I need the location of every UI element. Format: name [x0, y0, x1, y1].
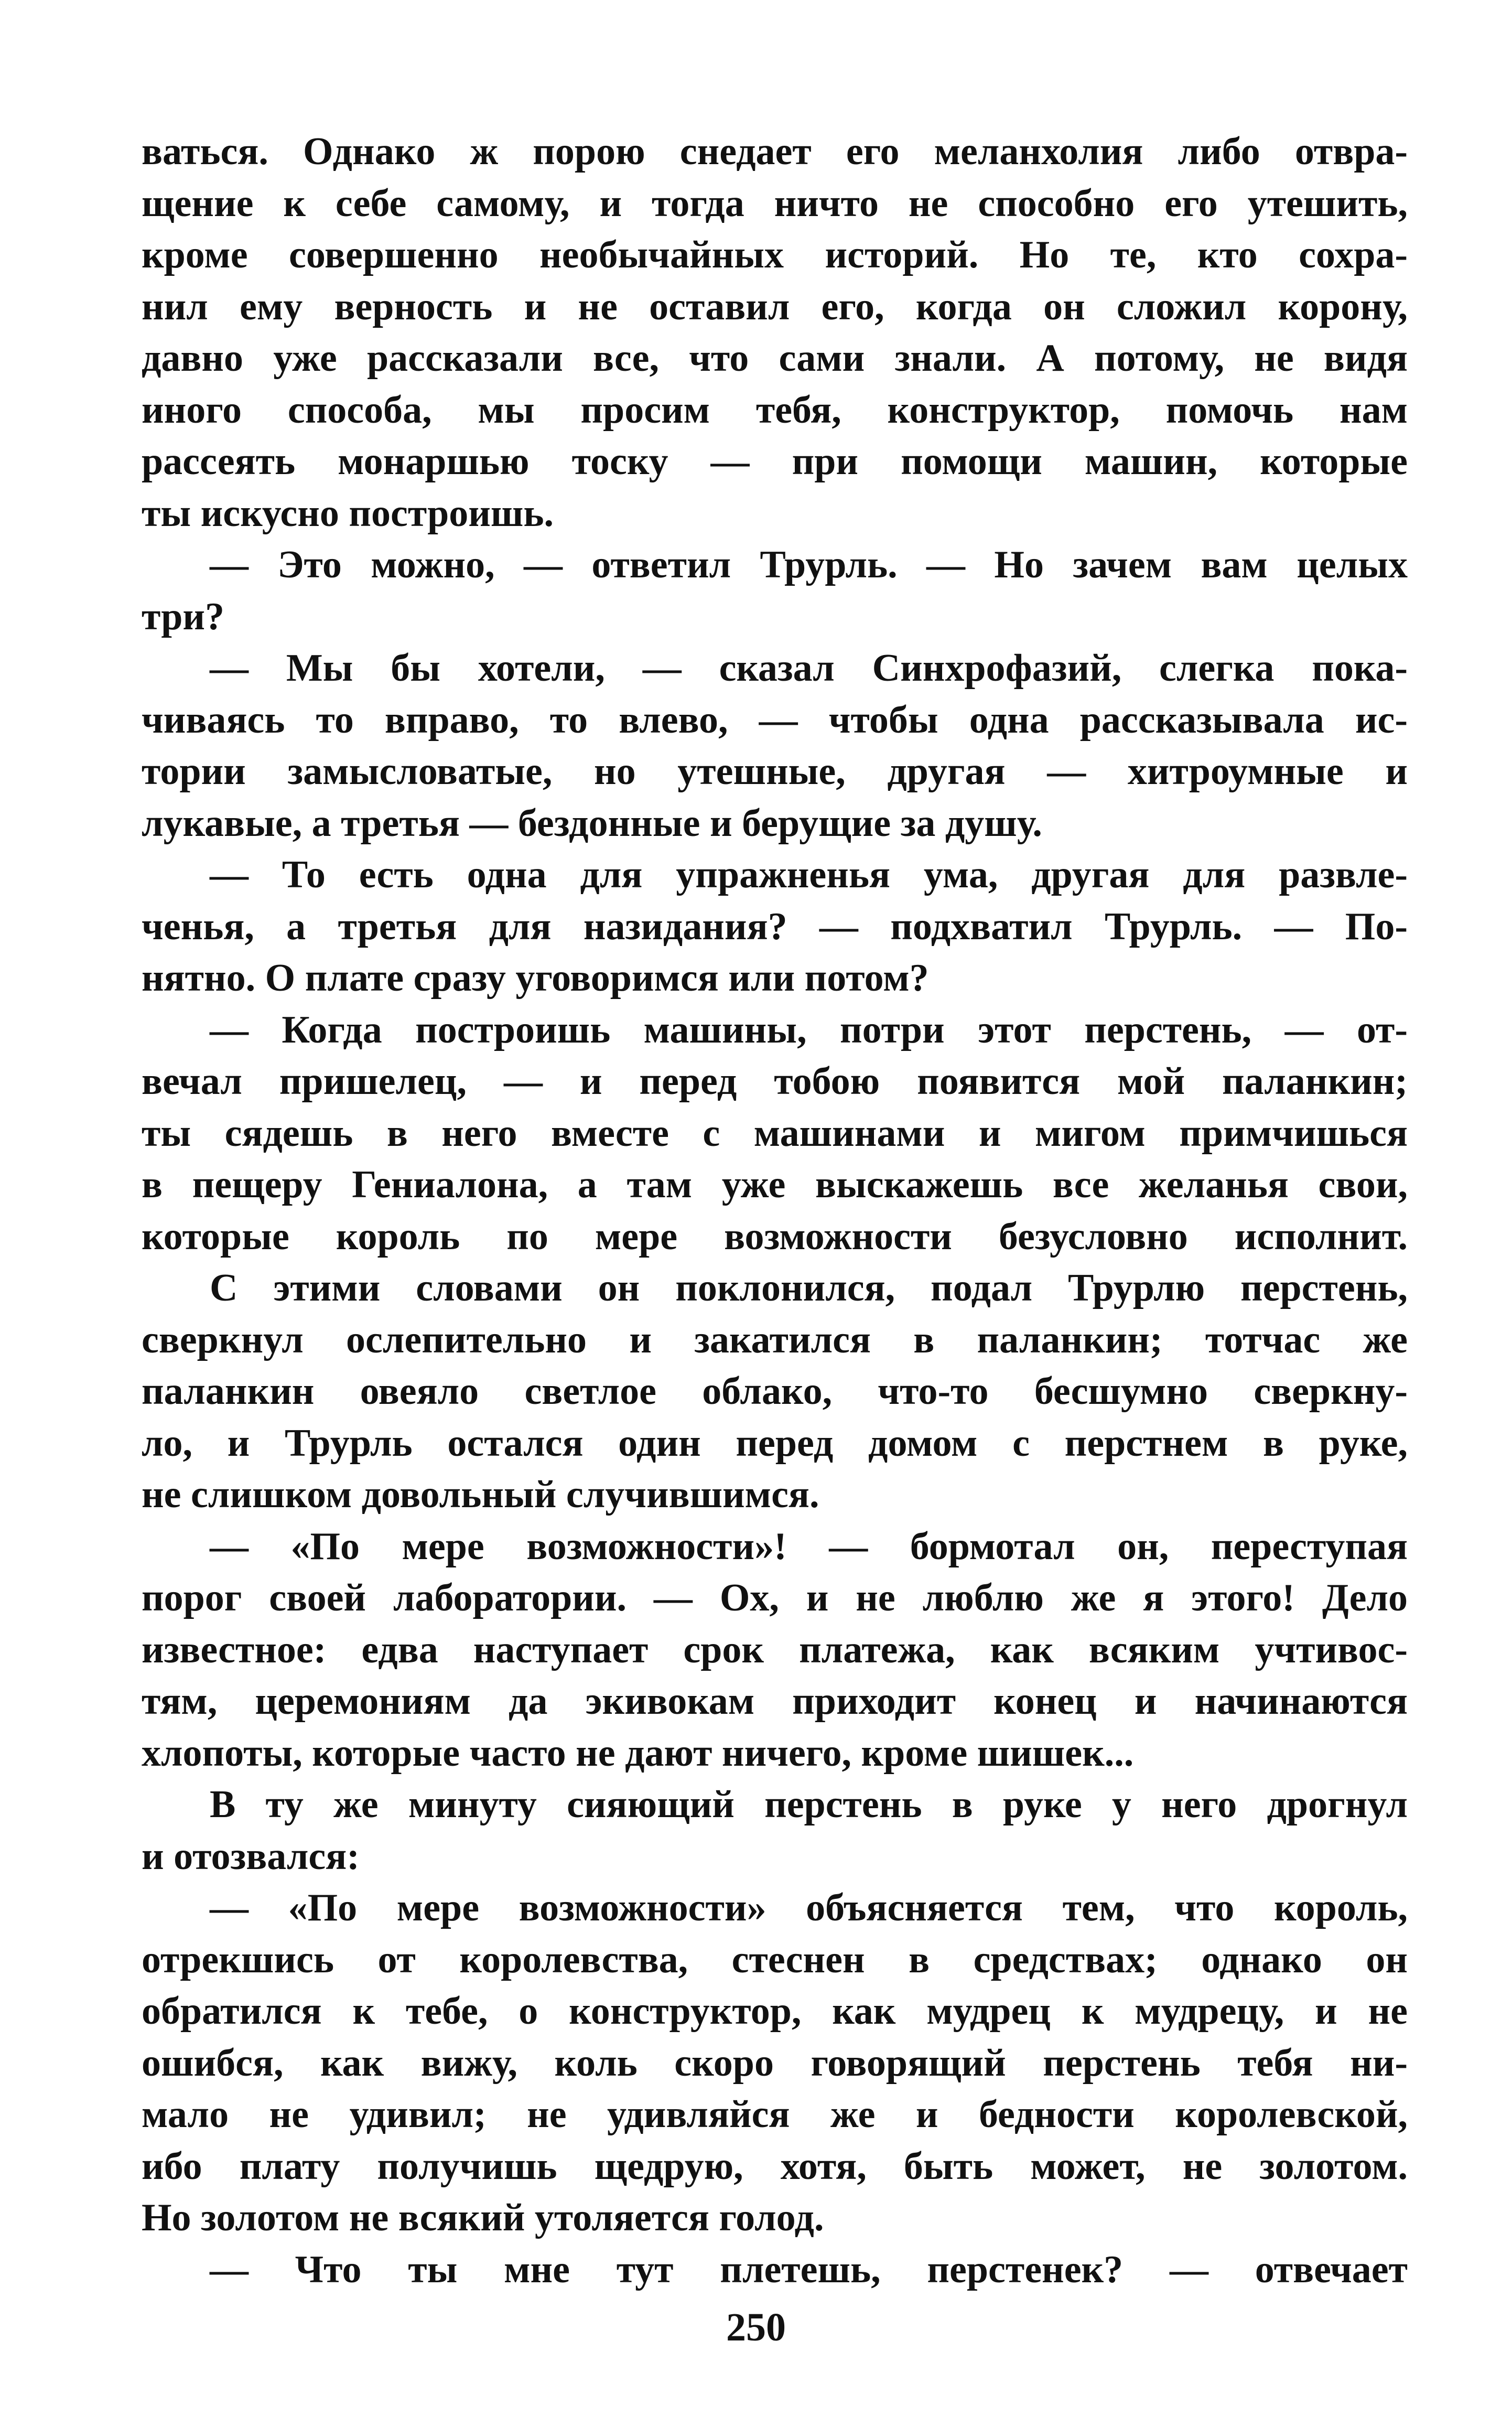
page-number: 250 — [726, 2305, 786, 2349]
text-line: — Мы бы хотели, — сказал Синхрофазий, слегка пока- — [210, 647, 1408, 690]
text-line: хлопоты, которые часто не дают ничего, кроме шишек... — [142, 1731, 1134, 1775]
text-line: Но золотом не всякий утоляется голод. — [142, 2196, 824, 2239]
text-line: и отозвался: — [142, 1834, 360, 1878]
text-line: иного способа, мы просим тебя, конструктор, помочь нам — [142, 388, 1408, 432]
text-line: лукавые, а третья — бездонные и берущие за душу. — [142, 801, 1042, 845]
body-text — [142, 126, 1408, 2295]
text-line: — «По мере возможности» объясняется тем, что король, — [210, 1886, 1408, 1929]
text-line: в пещеру Гениалона, а там уже выскажешь все желанья свои, — [142, 1163, 1408, 1206]
text-line: три? — [142, 595, 225, 638]
text-line: ло, и Трурль остался один перед домом с перстнем в руке, — [142, 1421, 1408, 1465]
text-line: рассеять монаршью тоску — при помощи машин, которые — [142, 440, 1408, 483]
text-line: В ту же минуту сияющий перстень в руке у него дрогнул — [210, 1783, 1408, 1826]
text-line: тям, церемониям да экивокам приходит конец и начинаются — [142, 1680, 1408, 1723]
text-line: кроме совершенно необычайных историй. Но те, кто сохра- — [142, 233, 1408, 276]
text-line: ошибся, как вижу, коль скоро говорящий перстень тебя ни- — [142, 2041, 1408, 2085]
text-line: ты сядешь в него вместе с машинами и мигом примчишься — [142, 1111, 1408, 1155]
text-line: щение к себе самому, и тогда ничто не способно его утешить, — [142, 181, 1408, 225]
text-line: ваться. Однако ж порою снедает его меланхолия либо отвра- — [142, 130, 1408, 173]
text-line: С этими словами он поклонился, подал Трурлю перстень, — [210, 1266, 1408, 1309]
text-line: нятно. О плате сразу уговоримся или потом? — [142, 957, 929, 1000]
text-line: ибо плату получишь щедрую, хотя, быть может, не золотом. — [142, 2144, 1408, 2188]
text-line: известное: едва наступает срок платежа, как всяким учтивос- — [142, 1628, 1408, 1671]
text-line: — Это можно, — ответил Трурль. — Но зачем вам целых — [210, 543, 1408, 586]
text-line: мало не удивил; не удивляйся же и бедности королевской, — [142, 2093, 1408, 2136]
text-line: нил ему верность и не оставил его, когда он сложил корону, — [142, 285, 1408, 328]
text-line: давно уже рассказали все, что сами знали. А потому, не видя — [142, 337, 1408, 380]
text-line: вечал пришелец, — и перед тобою появится мой паланкин; — [142, 1060, 1408, 1103]
text-line: которые король по мере возможности безусловно исполнит. — [142, 1215, 1408, 1258]
text-line: тории замысловатые, но утешные, другая — хитроумные и — [142, 750, 1408, 793]
text-line: сверкнул ослепительно и закатился в паланкин; тотчас же — [142, 1318, 1408, 1361]
text-line: не слишком довольный случившимся. — [142, 1473, 819, 1516]
text-line: ченья, а третья для назидания? — подхватил Трурль. — По- — [142, 905, 1408, 948]
text-line: порог своей лаборатории. — Ох, и не люблю же я этого! Дело — [142, 1576, 1408, 1619]
text-line: — Что ты мне тут плетешь, перстенек? — отвечает — [210, 2248, 1408, 2291]
text-line: паланкин овеяло светлое облако, что-то бесшумно сверкну- — [142, 1370, 1408, 1413]
text-line: — Когда построишь машины, потри этот перстень, — от- — [210, 1008, 1408, 1051]
text-line: — То есть одна для упражненья ума, другая для развле- — [210, 853, 1408, 896]
text-line: чиваясь то вправо, то влево, — чтобы одна рассказывала ис- — [142, 698, 1408, 742]
text-line: — «По мере возможности»! — бормотал он, переступая — [210, 1524, 1408, 1568]
text-line: обратился к тебе, о конструктор, как мудрец к мудрецу, и не — [142, 1990, 1408, 2033]
text-line: ты искусно построишь. — [142, 491, 554, 535]
text-line: отрекшись от королевства, стеснен в средствах; однако он — [142, 1938, 1408, 1981]
